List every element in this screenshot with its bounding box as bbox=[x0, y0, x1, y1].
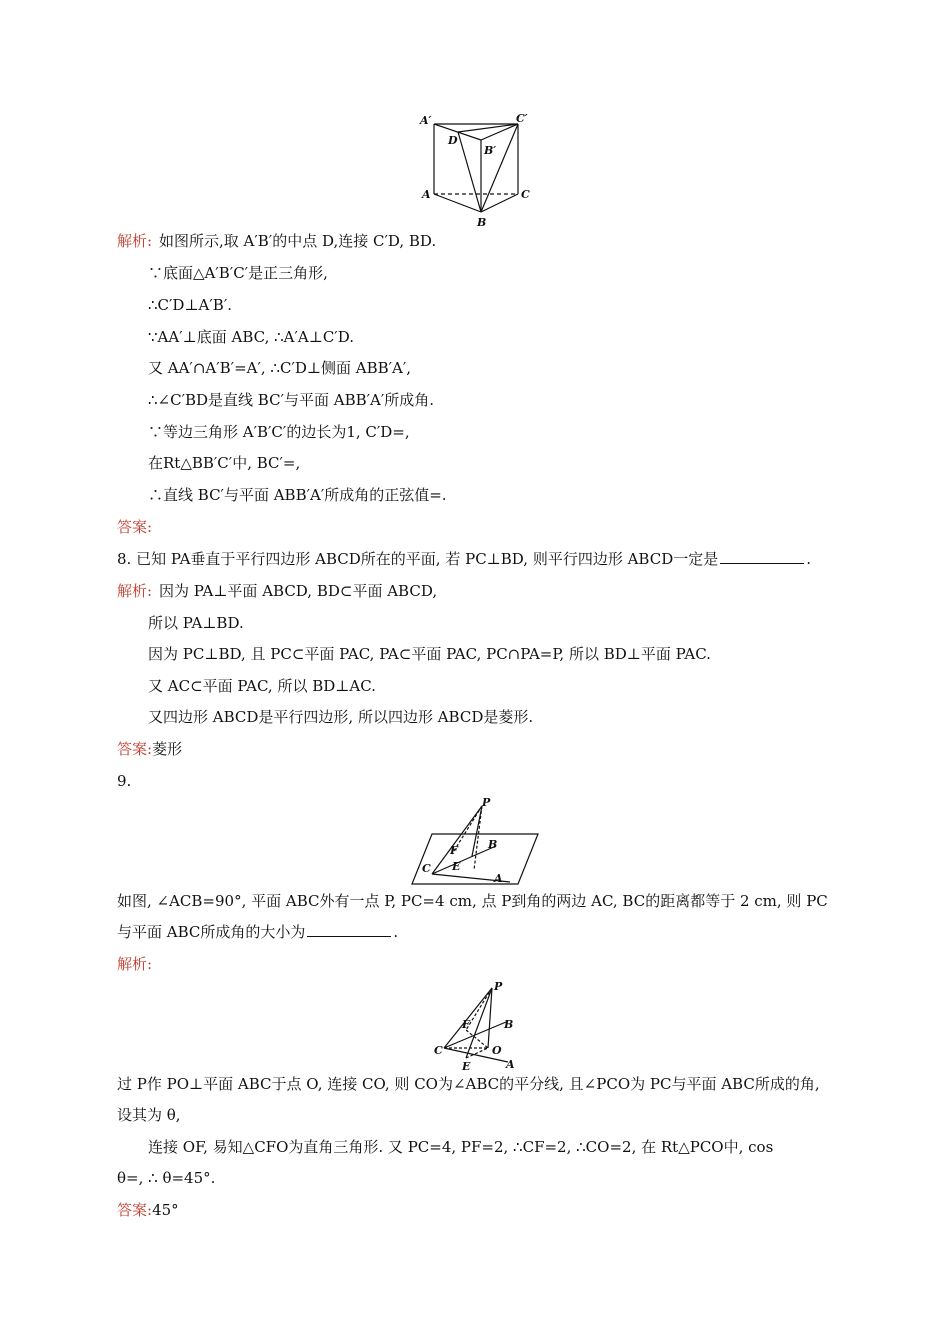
s7-line-2: ∵底面△A′B′C′是正三角形, bbox=[148, 264, 328, 282]
q9-line-3: 连接 OF, 易知△CFO为直角三角形. 又 PC=4, PF=2, ∴CF=2, ∴CO=2, 在 Rt△PCO中, cos bbox=[148, 1138, 774, 1156]
prism-figure bbox=[418, 110, 536, 232]
q8-answer-value: 菱形 bbox=[152, 740, 183, 758]
q8-line-1: 因为 PA⊥平面 ABCD, BD⊂平面 ABCD, bbox=[159, 582, 438, 600]
q8-line-4: 又 AC⊂平面 PAC, 所以 BD⊥AC. bbox=[148, 677, 376, 695]
s7-line-4: ∵AA′⊥底面 ABC, ∴A′A⊥C′D. bbox=[148, 328, 354, 346]
fig3-label-p: P bbox=[494, 980, 503, 993]
q9-question-line-1: 如图, ∠ACB=90°, 平面 ABC外有一点 P, PC=4 cm, 点 P到角的两边 AC, BC的距离都等于 2 cm, 则 PC bbox=[117, 892, 828, 910]
s7-solution-label: 解析: bbox=[117, 232, 153, 250]
q9-answer-blank bbox=[307, 922, 391, 937]
fig2-label-p: P bbox=[482, 796, 491, 809]
q9-solution-label: 解析: bbox=[117, 955, 153, 973]
q9-question-end: . bbox=[393, 923, 399, 941]
s7-line-9: ∴直线 BC′与平面 ABB′A′所成角的正弦值=. bbox=[148, 486, 447, 504]
fig2-label-b: B bbox=[488, 838, 498, 851]
q8-question-end: . bbox=[806, 550, 812, 568]
label-b: B bbox=[477, 216, 487, 229]
fig2-label-f: F bbox=[450, 844, 458, 857]
q9-line-2: 设其为 θ, bbox=[117, 1106, 181, 1124]
s7-line-6: ∴∠C′BD是直线 BC′与平面 ABB′A′所成角. bbox=[148, 391, 435, 409]
q9-answer-value: 45° bbox=[152, 1201, 179, 1219]
q8-line-2: 所以 PA⊥BD. bbox=[148, 614, 244, 632]
q9-answer-label: 答案: bbox=[117, 1201, 153, 1219]
q8-answer-label: 答案: bbox=[117, 740, 153, 758]
plane-figure bbox=[410, 796, 542, 886]
fig3-label-c: C bbox=[434, 1044, 443, 1057]
q9-question-text: 与平面 ABC所成角的大小为 bbox=[117, 923, 306, 941]
s7-line-5: 又 AA′∩A′B′=A′, ∴C′D⊥侧面 ABB′A′, bbox=[148, 359, 412, 377]
q8-line-3: 因为 PC⊥BD, 且 PC⊂平面 PAC, PA⊂平面 PAC, PC∩PA=P, 所以 BD⊥平面 PAC. bbox=[148, 645, 711, 663]
fig2-label-c: C bbox=[422, 862, 431, 875]
q8-solution-label: 解析: bbox=[117, 582, 153, 600]
s7-line-1: 如图所示,取 A′B′的中点 D,连接 C′D, BD. bbox=[159, 232, 437, 250]
q9-answer bbox=[117, 1199, 179, 1221]
fig3-label-o: O bbox=[492, 1044, 502, 1057]
fig3-label-a: A bbox=[506, 1058, 515, 1071]
label-b-prime: B′ bbox=[484, 144, 497, 157]
q9-number: 9. bbox=[117, 772, 132, 790]
fig2-label-e: E bbox=[452, 860, 461, 873]
s7-answer-label: 答案: bbox=[117, 518, 153, 536]
label-c: C bbox=[521, 188, 530, 201]
q8-answer-blank bbox=[720, 549, 804, 564]
q8-line-5: 又四边形 ABCD是平行四边形, 所以四边形 ABCD是菱形. bbox=[148, 708, 534, 726]
fig3-label-f: F bbox=[462, 1018, 470, 1031]
fig2-label-a: A bbox=[494, 872, 503, 885]
q9-line-1: 过 P作 PO⊥平面 ABC于点 O, 连接 CO, 则 CO为∠ABC的平分线, 且∠PCO为 PC与平面 ABC所成的角, bbox=[117, 1075, 820, 1093]
fig3-label-b: B bbox=[504, 1018, 514, 1031]
s7-line-7: ∵等边三角形 A′B′C′的边长为1, C′D=, bbox=[148, 423, 410, 441]
q9-question-line-2 bbox=[117, 921, 398, 943]
s7-line-3: ∴C′D⊥A′B′. bbox=[148, 296, 232, 314]
label-a: A bbox=[422, 188, 431, 201]
q9-line-4: θ=, ∴ θ=45°. bbox=[117, 1169, 216, 1187]
pyramid-figure bbox=[430, 980, 526, 1072]
label-a-prime: A′ bbox=[420, 114, 432, 127]
s7-line-8: 在Rt△BB′C′中, BC′=, bbox=[148, 454, 301, 472]
q8-answer bbox=[117, 738, 182, 760]
q8-question-text: 8. 已知 PA垂直于平行四边形 ABCD所在的平面, 若 PC⊥BD, 则平行四边形 ABCD一定是 bbox=[117, 550, 719, 568]
q8-question bbox=[117, 548, 811, 570]
fig3-label-e: E bbox=[462, 1060, 471, 1072]
label-d: D bbox=[448, 134, 458, 147]
label-c-prime: C′ bbox=[516, 112, 528, 125]
